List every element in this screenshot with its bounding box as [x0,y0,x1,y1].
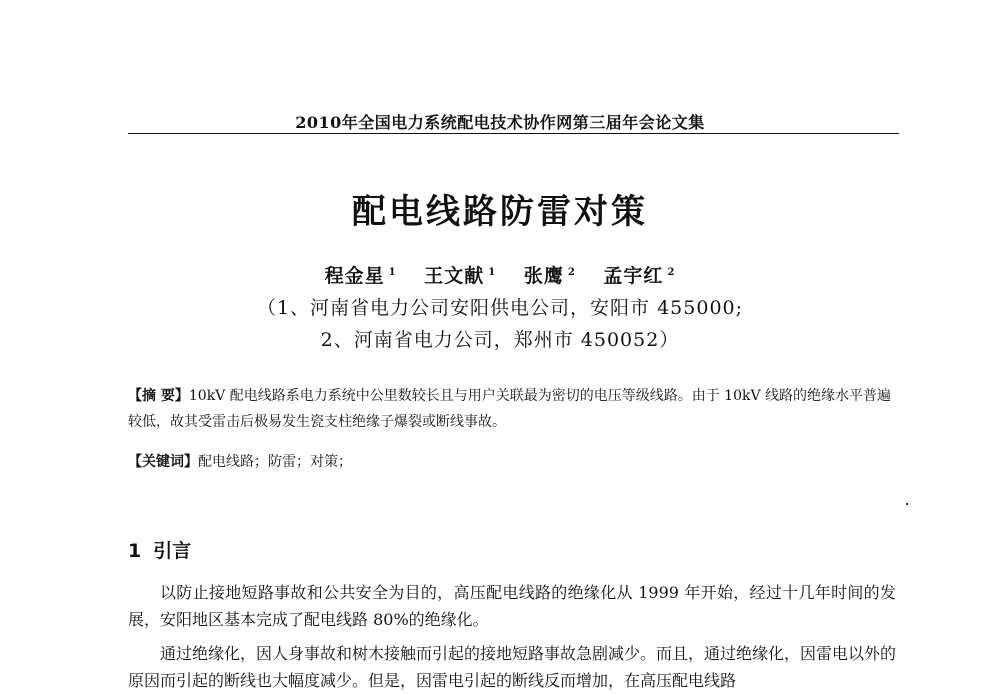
section-title: 引言 [153,540,192,562]
running-header: 2010年全国电力系统配电技术协作网第三届年会论文集 [295,113,705,132]
header-rule [128,133,899,134]
body-paragraph-2: 通过绝缘化，因人身事故和树木接触而引起的接地短路事故急剧减少。而且，通过绝缘化，因雷电以外的原因而引起的断线也大幅度减少。但是，因雷电引起的断线反而增加，在高压配电线路 [128,644,897,690]
author-affiliation-mark: 2 [567,266,576,278]
section-heading [128,536,203,563]
abstract-label: 【摘 要】 [128,388,189,404]
keywords-label: 【关键词】 [128,454,198,470]
section-number: 1 [128,540,142,562]
affiliation-2: 2、河南省电力公司，郑州市 450052） [320,329,680,351]
author-3 [524,265,576,287]
scan-speck [906,503,908,505]
affiliation-1: （1、河南省电力公司安阳供电公司，安阳市 455000; [256,297,744,319]
keywords-text: 配电线路；防雷；对策； [198,454,352,470]
keywords [128,449,900,475]
author-name: 孟宇红 [603,265,664,287]
author-name: 张鹰 [523,265,564,287]
body-paragraph-1: 以防止接地短路事故和公共安全为目的，高压配电线路的绝缘化从 1999 年开始，经过十几年时间的发展，安阳地区基本完成了配电线路 80%的绝缘化。 [128,583,896,629]
abstract [128,383,900,435]
author-name: 程金星 [324,265,385,287]
author-affiliation-mark: 1 [488,266,497,278]
paper-title: 配电线路防雷对策 [352,192,648,232]
author-4 [603,265,675,287]
author-affiliation-mark: 1 [388,266,397,278]
author-1 [325,265,397,287]
author-list [0,261,1000,288]
author-name: 王文献 [424,265,485,287]
author-affiliation-mark: 2 [667,266,676,278]
abstract-text: 10kV 配电线路系电力系统中公里数较长且与用户关联最为密切的电压等级线路。由于 10kV 线路的绝缘水平普遍较低，故其受雷击后极易发生瓷支柱绝缘子爆裂或断线事故。 [128,388,892,430]
author-2 [424,265,496,287]
